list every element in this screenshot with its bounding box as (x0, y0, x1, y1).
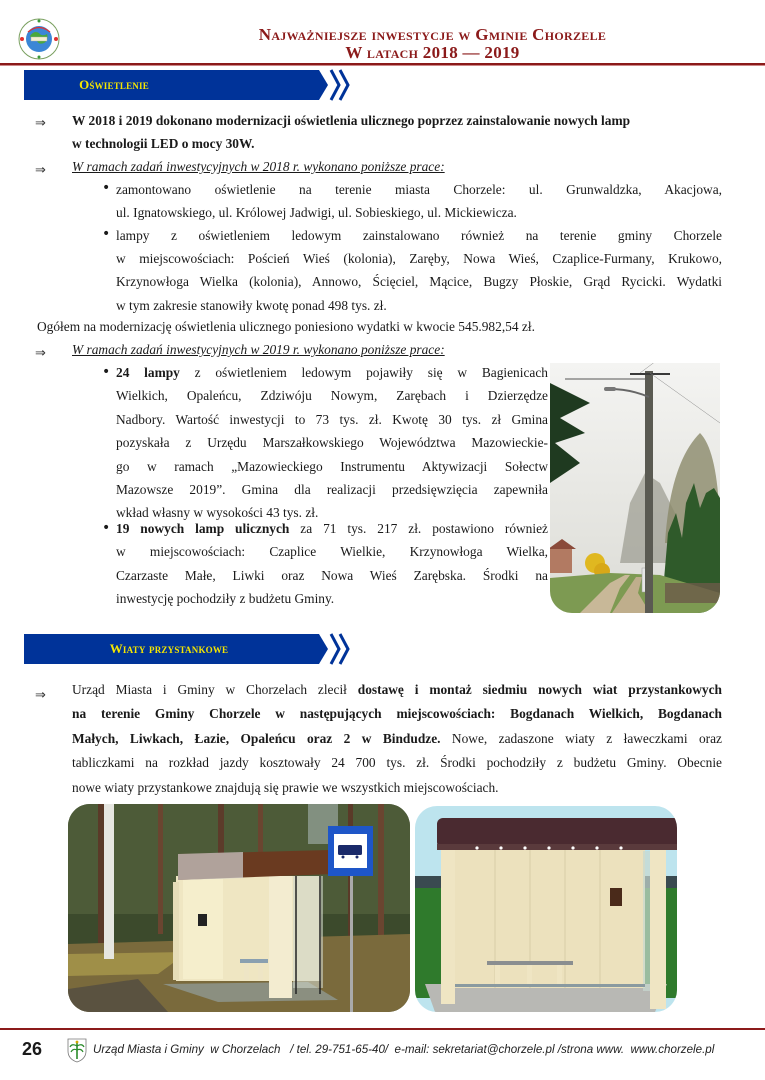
title-line-1: Najważniejsze inwestycje w Gminie Chorzele (258, 25, 607, 44)
item-line: w miejscowościach: Czaplice Wielkie, Krzynowłoga Wielka, (116, 544, 548, 560)
banner-point (319, 634, 328, 664)
arrow-icon: ⇒ (35, 116, 46, 131)
page-number: 26 (22, 1039, 43, 1059)
heading-2019: W ramach zadań inwestycyjnych w 2019 r. wykonano poniższe prace: (72, 342, 445, 357)
item-line: wkład własny w wysokości 43 tys. zł. (116, 505, 319, 521)
title-line-2: W latach 2018 — 2019 (345, 43, 520, 62)
footer-contact: Urząd Miasta i Gminy w Chorzelach / tel. 29-751-65-40/ e-mail: sekretariat@chorzele.pl /strona www. www.chorzele.pl (93, 1043, 715, 1056)
list-item-2018-1 (116, 178, 722, 224)
arrow-icon: ⇒ (35, 346, 46, 361)
bullet-icon: • (102, 226, 111, 242)
double-chevron-right-icon (328, 68, 354, 102)
double-chevron-right-icon (328, 632, 354, 666)
item-line (116, 361, 548, 384)
item-line: pozyskała z Urzędu Marszałkowskiego Województwa Mazowieckie- (116, 435, 548, 451)
text-plain: Nowe, zadaszone wiaty z ławeczkami oraz (440, 730, 722, 746)
banner-point (319, 70, 328, 100)
lighting-total: Ogółem na modernizację oświetlenia ulicznego poniesiono wydatki w kwocie 545.982,54 zł. (37, 319, 535, 334)
item-line: inwestycję pochodziły z budżetu Gminy. (116, 591, 335, 607)
bus-shelter-field-photo (415, 806, 677, 1012)
bus-shelter-forest-photo (68, 804, 410, 1012)
street-lamp-illustration (550, 363, 720, 613)
bullet-icon: • (102, 364, 111, 380)
banner-label-shelters: Wiaty przystankowe (109, 641, 229, 656)
item-line: Czarzaste Małe, Liwki oraz Nowa Wieś Zarębska. Środki na (116, 567, 548, 583)
bullet-icon: • (102, 520, 111, 536)
item-line: ul. Ignatowskiego, ul. Królowej Jadwigi, ul. Sobieskiego, ul. Mickiewicza. (116, 205, 517, 221)
list-item-2018-2 (116, 224, 722, 317)
paragraph-line: nowe wiaty przystankowe znajdują się prawie we wszystkich miejscowościach. (72, 779, 499, 795)
item-line: Krzynowłoga Wielka (kolonia), Annowo, Ścięciel, Mącice, Bugzy Płoskie, Grąd Rycicki. Wydatki (116, 274, 722, 290)
item-line: go w ramach „Mazowieckiego Instrumentu Aktywizacji Sołectw (116, 458, 548, 474)
banner-label-lighting: Oświetlenie (79, 77, 149, 92)
item-rest: za 71 tys. 217 zł. postawiono również (289, 521, 548, 536)
page-header (0, 0, 765, 66)
paragraph-line (72, 678, 722, 702)
list-item-2019-1 (116, 361, 548, 525)
item-line: w tym zakresie stanowiły kwotę ponad 498 tys. zł. (116, 297, 387, 313)
arrow-icon: ⇒ (35, 163, 46, 178)
bus-shelter-forest-illustration (68, 804, 410, 1012)
item-line (116, 517, 548, 540)
paragraph-line (72, 727, 722, 751)
paragraph-line: tabliczkami na rozkład jazdy kosztowały 24 700 tys. zł. Środki pochodziły z budżetu Gminy. Obecnie (72, 755, 722, 771)
list-item-2019-2 (116, 517, 548, 611)
municipal-crest-icon (66, 1037, 88, 1063)
item-line: lampy z oświetleniem ledowym zainstalowano również na terenie gminy Chorzele (116, 228, 722, 243)
lighting-intro (72, 109, 722, 155)
paragraph-line: na terenie Gminy Chorzele w następujących miejscowościach: Bogdanach Wielkich, Bogdanach (72, 706, 722, 722)
arrow-icon: ⇒ (35, 688, 46, 703)
text-bold: dostawę i montaż siedmiu nowych wiat przystankowych (357, 682, 722, 697)
footer-divider (0, 1028, 765, 1030)
item-line: Nadbory. Wartość inwestycji to 73 tys. zł. Kwotę 30 tys. zł Gmina (116, 411, 548, 427)
heading-2018: W ramach zadań inwestycyjnych w 2018 r. wykonano poniższe prace: (72, 159, 445, 174)
item-line: w miejscowościach: Poścień Wieś (kolonia), Zaręby, Nowa Wieś, Czaplice-Furmany, Krukowo, (116, 251, 722, 267)
intro-line-2: w technologii LED o mocy 30W. (72, 136, 255, 152)
bus-shelter-field-illustration (415, 806, 677, 1012)
page-title (100, 26, 765, 62)
item-line: Mazowsze 2019”. Gmina dla realizacji przedsięwzięcia zapewniła (116, 482, 548, 498)
globe-emblem-icon (18, 18, 60, 60)
text-plain: Urząd Miasta i Gminy w Chorzelach zlecił (72, 682, 358, 697)
bullet-icon: • (102, 180, 111, 196)
item-bold: 19 nowych lamp ulicznych (116, 521, 290, 536)
street-lamp-photo (550, 363, 720, 613)
item-line: zamontowano oświetlenie na terenie miasta Chorzele: ul. Grunwaldzka, Akacjowa, (116, 182, 722, 197)
intro-line-1: W 2018 i 2019 dokonano modernizacji oświetlenia ulicznego poprzez zainstalowanie nowych lamp (72, 113, 631, 128)
text-bold: Małych, Liwkach, Łazie, Opaleńcu oraz 2 w Bindudze. (72, 730, 441, 746)
header-divider (0, 63, 765, 66)
shelters-paragraph (72, 678, 722, 800)
item-rest: z oświetleniem ledowym pojawiły się w Bagienicach (179, 365, 548, 380)
item-line: Wielkich, Opaleńcu, Zdziwóju Nowym, Zarębach i Dzierzędze (116, 388, 548, 404)
item-bold: 24 lampy (116, 365, 180, 380)
